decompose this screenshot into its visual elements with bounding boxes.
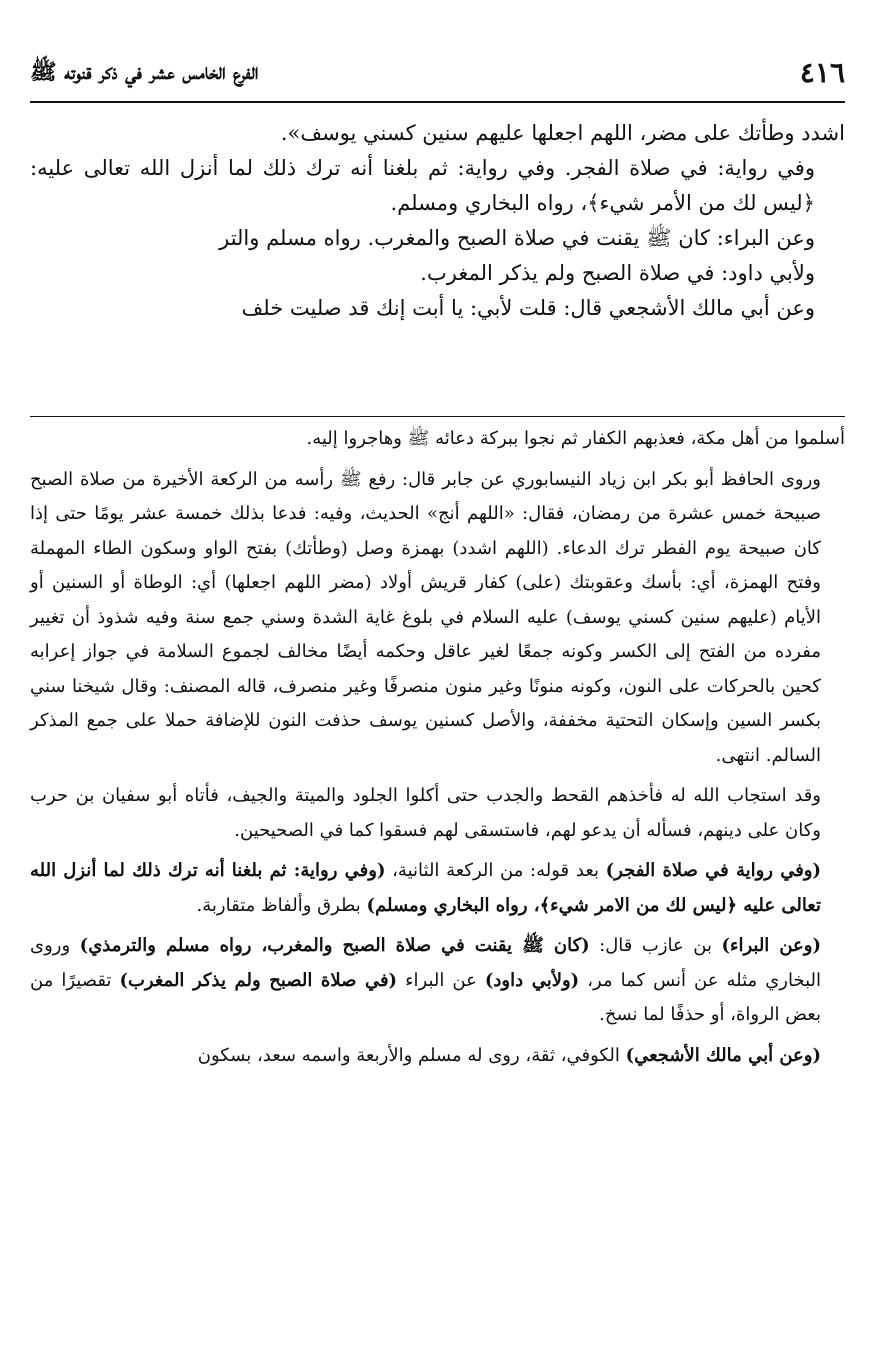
commentary-paragraph: وقد استجاب الله له فأخذهم القحط والجدب حتى أكلوا الجلود والميتة والجيف، فأتاه أبو سفيان بن حرب وكان على دينهم، فسأله أن يدعو لهم، فاستسقى لهم فسقوا كما في الصحيحين. xyxy=(30,785,821,841)
running-title: الفرع الخامس عشر في ذكر قنوته ﷺ xyxy=(30,59,259,85)
explanation-text: الكوفي، ثقة، روى له مسلم والأربعة واسمه سعد، بسكون xyxy=(197,1044,626,1066)
explanation-text: عن البراء xyxy=(397,969,485,991)
commentary-paragraph xyxy=(30,1039,845,1074)
quoted-text: (وفي رواية: ثم بلغنا أنه ترك ذلك لما أنزل الله تعالى عليه ﴿ليس لك من الامر شيء﴾، رواه البخاري ومسلم) xyxy=(30,860,821,916)
explanation-text: بن عازب قال: xyxy=(589,935,722,956)
main-paragraph: ولأبي داود: في صلاة الصبح ولم يذكر المغرب. xyxy=(420,261,815,285)
header-rule xyxy=(30,101,845,103)
commentary-paragraph xyxy=(30,854,845,923)
quoted-text: (وعن البراء) xyxy=(721,935,821,956)
explanation-text: وروى البخاري مثله عن أنس كما مر، xyxy=(30,935,821,991)
explanation-text: بعد قوله: من الركعة الثانية، xyxy=(385,860,606,881)
page-header xyxy=(30,52,845,96)
main-paragraph: وعن البراء: كان ﷺ يقنت في صلاة الصبح والمغرب. رواه مسلم والتر xyxy=(219,226,815,250)
main-paragraph: وفي رواية: في صلاة الفجر. وفي رواية: ثم بلغنا أنه ترك ذلك لما أنزل الله تعالى عليه: ﴿ليس لك من الأمر شيء﴾، رواه البخاري ومسلم. xyxy=(30,156,815,215)
quoted-text: (كان ﷺ يقنت في صلاة الصبح والمغرب، رواه مسلم والترمذي) xyxy=(79,935,590,956)
quoted-text: (ولأبي داود) xyxy=(484,969,580,991)
explanation-text: بطرق وألفاظ متقاربة. xyxy=(196,894,367,916)
main-paragraph: اشدد وطأتك على مضر، اللهم اجعلها عليهم سنين كسني يوسف». xyxy=(280,121,845,145)
quoted-text: (وعن أبي مالك الأشجعي) xyxy=(625,1044,821,1066)
quoted-text: (في صلاة الصبح ولم يذكر المغرب) xyxy=(119,969,398,991)
commentary-paragraph xyxy=(30,929,845,1033)
quoted-text: (وفي رواية في صلاة الفجر) xyxy=(605,860,822,881)
commentary-paragraph: وروى الحافظ أبو بكر ابن زياد النيسابوري عن جابر قال: رفع ﷺ رأسه من الركعة الأخيرة من صلاة الصبح صبيحة خمس عشرة من رمضان، فقال: «اللهم أنج» الحديث، وفيه: فدعا بذلك خمسة عشر يومًا حتى إذا كان صبيحة يوم الفطر ترك الدعاء. (اللهم اشدد) بهمزة وصل (وطأتك) بفتح الواو وسكون الطاء المهملة وفتح الهمزة، أي: بأسك وعقوبتك (على) كفار قريش أولاد (مضر اللهم اجعلها) أي: الوطاة أو السنين أو الأيام (عليهم سنين كسني يوسف) عليه السلام في بلوغ غاية الشدة وسني جمع سنة وفيه شذوذ أن تغيير مفرده من الفتح إلى الكسر وكونه جمعًا لغير عاقل وحكمه أيضًا مخالف لجموع السلامة في جواز إعرابه كحين بالحركات على النون، وكونه منونًا وغير منون منصرفًا وغير منصرف، قاله المصنف: وقال شيخنا سني بكسر السين وإسكان التحتية مخففة، والأصل كسنين يوسف حذفت النون للإضافة حملا على جمع المذكر السالم. انتهى. xyxy=(30,468,821,766)
commentary-separator xyxy=(30,416,845,417)
explanation-text: تقصيرًا من بعض الرواة، أو حذفًا لما نسخ. xyxy=(30,969,821,1025)
commentary xyxy=(30,422,845,1079)
main-text xyxy=(30,116,845,326)
commentary-paragraph: أسلموا من أهل مكة، فعذبهم الكفار ثم نجوا ببركة دعائه ﷺ وهاجروا إليه. xyxy=(306,428,845,449)
main-paragraph: وعن أبي مالك الأشجعي قال: قلت لأبي: يا أبت إنك قد صليت خلف xyxy=(241,296,815,320)
page-number: ٤١٦ xyxy=(799,56,845,89)
